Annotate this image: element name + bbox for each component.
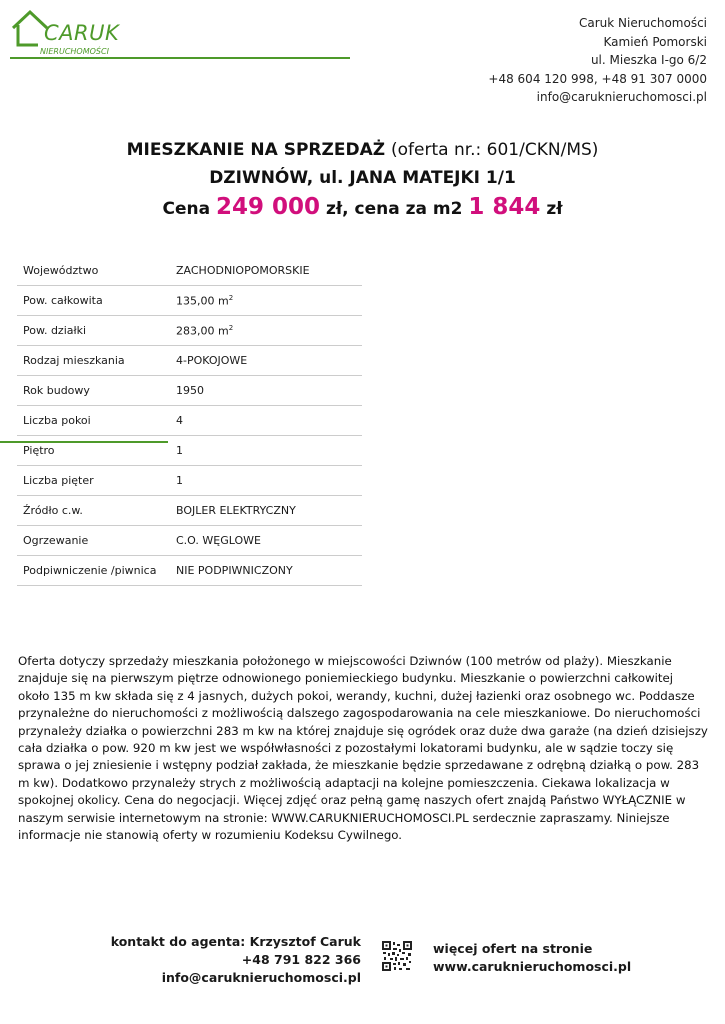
- offer-heading: [0, 140, 725, 160]
- price-value: 249 000: [215, 194, 321, 220]
- offer-location: DZIWNÓW, ul. JANA MATEJKI 1/1: [209, 168, 516, 188]
- detail-value: 4-POKOJOWE: [170, 346, 362, 376]
- detail-value: 1950: [170, 376, 362, 406]
- price-mid: zł, cena za m2: [325, 199, 463, 219]
- table-row: [17, 286, 362, 316]
- unit-superscript: 2: [228, 293, 234, 302]
- company-email[interactable]: info@caruknieruchomosci.pl: [536, 90, 707, 104]
- offer-number: (oferta nr.: 601/CKN/MS): [390, 140, 599, 160]
- detail-value: BOJLER ELEKTRYCZNY: [170, 496, 362, 526]
- detail-value: ZACHODNIOPOMORSKIE: [170, 256, 362, 286]
- property-details-table: [17, 256, 362, 586]
- price-per-m2-value: 1 844: [468, 194, 541, 220]
- detail-label: Piętro: [17, 436, 170, 466]
- agent-name: kontakt do agenta: Krzysztof Caruk: [110, 934, 361, 949]
- table-row: [17, 376, 362, 406]
- detail-value: 1: [170, 466, 362, 496]
- detail-value: 1: [170, 436, 362, 466]
- header-divider: [10, 57, 350, 59]
- offer-price-line: [0, 194, 725, 220]
- table-row: [17, 496, 362, 526]
- agent-phone[interactable]: +48 791 822 366: [241, 952, 361, 967]
- detail-value: NIE PODPIWNICZONY: [170, 556, 362, 586]
- agent-contact: [111, 933, 361, 987]
- detail-label: Rok budowy: [17, 376, 170, 406]
- more-offers: [433, 940, 631, 976]
- table-row: [17, 256, 362, 286]
- qr-code-icon: [381, 940, 413, 972]
- accent-divider: [0, 441, 168, 443]
- detail-label: Liczba pięter: [17, 466, 170, 496]
- company-name: Caruk Nieruchomości: [578, 16, 707, 30]
- detail-value-cell: [170, 316, 362, 346]
- agent-email[interactable]: info@caruknieruchomosci.pl: [161, 970, 361, 985]
- detail-value: 283,00 m: [176, 324, 229, 338]
- table-row: [17, 406, 362, 436]
- more-offers-label: więcej ofert na stronie: [433, 941, 593, 956]
- detail-label: Ogrzewanie: [17, 526, 170, 556]
- table-row: [17, 466, 362, 496]
- table-row: [17, 316, 362, 346]
- unit-superscript: 2: [228, 323, 234, 332]
- company-city: Kamień Pomorski: [603, 34, 707, 49]
- detail-value-cell: [170, 286, 362, 316]
- detail-label: Pow. całkowita: [17, 286, 170, 316]
- price-end: zł: [546, 199, 563, 219]
- table-row: [17, 346, 362, 376]
- detail-value: 4: [170, 406, 362, 436]
- detail-label: Rodzaj mieszkania: [17, 346, 170, 376]
- offer-type: MIESZKANIE NA SPRZEDAŻ: [126, 140, 386, 160]
- table-row: [17, 436, 362, 466]
- table-row: [17, 556, 362, 586]
- detail-value: C.O. WĘGLOWE: [170, 526, 362, 556]
- logo-tagline: NIERUCHOMOŚCI: [40, 47, 109, 56]
- detail-label: Źródło c.w.: [17, 496, 170, 526]
- detail-label: Podpiwniczenie /piwnica: [17, 556, 170, 586]
- detail-label: Pow. działki: [17, 316, 170, 346]
- price-label: Cena: [162, 199, 211, 219]
- company-info: [488, 14, 707, 107]
- logo-brand: CARUK: [44, 21, 120, 45]
- company-logo: [10, 8, 120, 56]
- table-row: [17, 526, 362, 556]
- offer-description: Oferta dotyczy sprzedaży mieszkania położonego w miejscowości Dziwnów (100 metrów od plaży). Mieszkanie znajduje się na pierwszym piętrze odnowionego poniemieckiego budynku. Mieszkanie o powierzchni całkowitej około 135 m kw składa się z 4 jasnych, dużych pokoi, werandy, kuchni, dużej łazienki oraz osobnego wc. Poddasze przynależne do nieruchomości z możliwością dalszego zagospodarowania na cele mieszkaniowe. Do nieruchomości przynależy działka o powierzchni 283 m kw na której znajduje się ogródek oraz duże dwa garaże (na dzień dzisiejszy cała działka o pow. 920 m kw jest we współwłasności z pozostałymi lokatorami budynku, ale w sądzie toczy się sprawa o jej zniesienie i wstępny podział zakłada, że mieszkanie będzie sprzedawane z odrębną działką o pow. 283 m kw). Dodatkowo przynależy strych z możliwością adaptacji na kolejne pomieszczenia. Ciekawa lokalizacja w spokojnej okolicy. Cena do negocjacji. Więcej zdjęć oraz pełną gamę naszych ofert znajdą Państwo WYŁĄCZNIE w naszym serwisie internetowym na stronie: WWW.CARUKNIERUCHOMOSCI.PL serdecznie zapraszamy. Niniejsze informacje nie stanowią oferty w rozumieniu Kodeksu Cywilnego.: [18, 654, 708, 843]
- detail-label: Liczba pokoi: [17, 406, 170, 436]
- detail-label: Województwo: [17, 256, 170, 286]
- website-link[interactable]: www.caruknieruchomosci.pl: [433, 959, 632, 974]
- company-street: ul. Mieszka I-go 6/2: [590, 53, 707, 67]
- company-phones: +48 604 120 998, +48 91 307 0000: [488, 71, 707, 86]
- detail-value: 135,00 m: [176, 294, 229, 308]
